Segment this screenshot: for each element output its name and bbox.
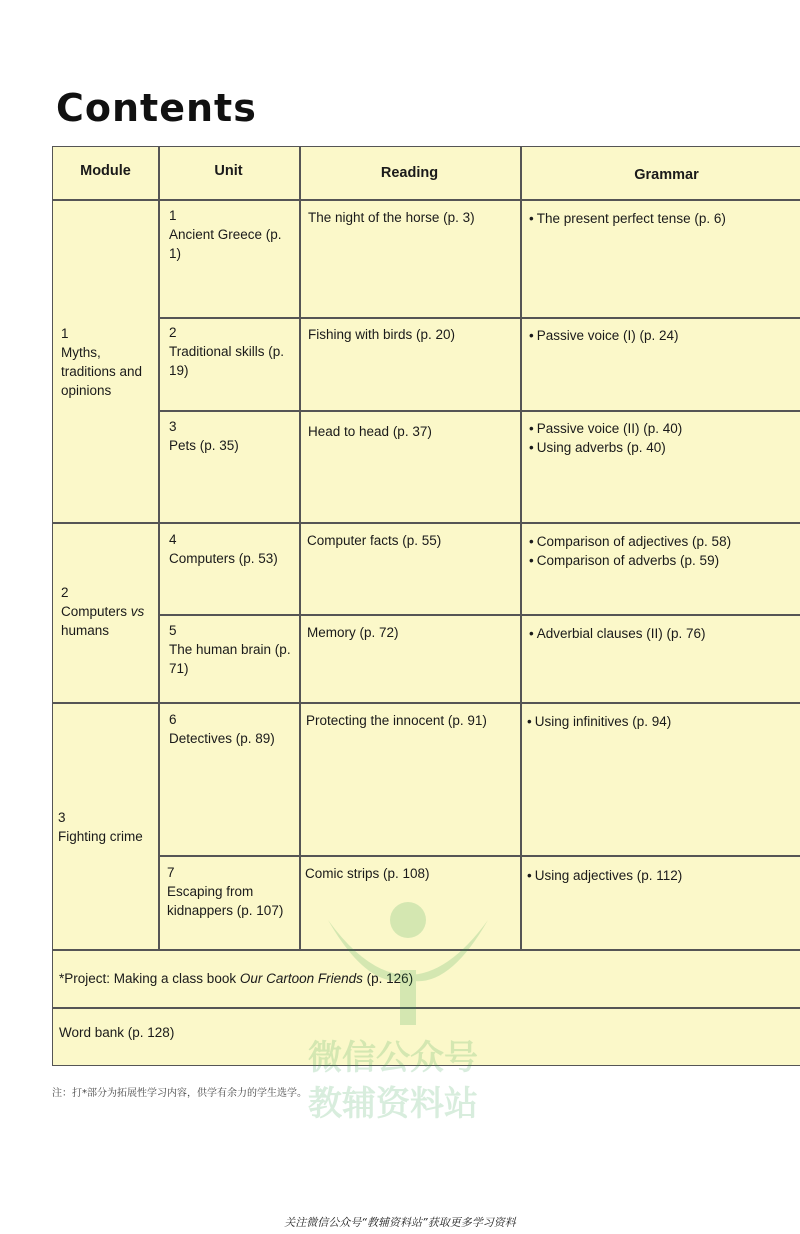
page-footer: 关注微信公众号“教辅资料站”获取更多学习资料	[284, 1216, 516, 1229]
module-name: Fighting crime	[58, 829, 143, 844]
module-number: 1	[61, 326, 69, 341]
header-module: Module	[80, 163, 131, 179]
word-bank-row: Word bank (p. 128)	[59, 1025, 175, 1040]
module-name: Computers vs humans	[61, 604, 145, 638]
column-divider-3	[520, 147, 522, 949]
grammar-item: • Adverbial clauses (II) (p. 76)	[529, 624, 800, 643]
grammar-unit-7	[527, 866, 800, 885]
grammar-unit-6	[527, 712, 800, 731]
unit-name: Traditional skills (p. 19)	[169, 344, 285, 378]
column-divider-1	[158, 147, 160, 949]
unit-number: 5	[169, 623, 177, 638]
grammar-unit-3	[529, 419, 800, 457]
module-number: 3	[58, 810, 66, 825]
unit-number: 3	[169, 419, 177, 434]
reading-unit-6: Protecting the innocent (p. 91)	[306, 713, 487, 728]
unit-name: Ancient Greece (p. 1)	[169, 227, 282, 261]
module-number: 2	[61, 585, 69, 600]
unit-name: Escaping from kidnappers (p. 107)	[167, 884, 284, 918]
row-divider-u2	[158, 410, 800, 412]
page-title: Contents	[56, 86, 257, 130]
unit-number: 4	[169, 532, 177, 547]
unit-number: 1	[169, 208, 177, 223]
unit-name: Computers (p. 53)	[169, 551, 278, 566]
grammar-item: • Comparison of adjectives (p. 58)	[529, 532, 800, 551]
reading-unit-1: The night of the horse (p. 3)	[308, 210, 475, 225]
grammar-item: • Passive voice (I) (p. 24)	[529, 326, 800, 345]
reading-unit-2: Fishing with birds (p. 20)	[308, 327, 456, 342]
header-divider	[53, 199, 800, 201]
column-divider-2	[299, 147, 301, 949]
grammar-unit-2	[529, 326, 800, 345]
unit-6	[169, 710, 293, 748]
unit-3	[169, 417, 293, 455]
grammar-item: • The present perfect tense (p. 6)	[529, 209, 800, 228]
grammar-item: • Using adjectives (p. 112)	[527, 866, 800, 885]
grammar-unit-5	[529, 624, 800, 643]
unit-name: Pets (p. 35)	[169, 438, 239, 453]
grammar-item: • Passive voice (II) (p. 40)	[529, 419, 800, 438]
module-3	[58, 808, 154, 846]
reading-unit-4: Computer facts (p. 55)	[307, 533, 442, 548]
unit-4	[169, 530, 293, 568]
reading-unit-3: Head to head (p. 37)	[308, 424, 432, 439]
header-reading: Reading	[380, 165, 439, 181]
wordbank-divider	[53, 1007, 800, 1009]
unit-number: 7	[167, 865, 175, 880]
project-row: *Project: Making a class book Our Cartoon Friends (p. 126)	[59, 971, 414, 986]
unit-name: The human brain (p. 71)	[169, 642, 291, 676]
module-name: Myths, traditions and opinions	[61, 345, 143, 398]
watermark-line2: 教辅资料站	[308, 1084, 478, 1124]
reading-unit-7: Comic strips (p. 108)	[305, 866, 430, 881]
unit-2	[169, 323, 293, 380]
module-divider-1	[53, 522, 800, 524]
grammar-unit-4	[529, 532, 800, 570]
unit-7	[167, 863, 295, 920]
row-divider-u4	[158, 614, 800, 616]
module-2	[61, 583, 153, 640]
module-divider-2	[53, 702, 800, 704]
unit-name: Detectives (p. 89)	[169, 731, 275, 746]
row-divider-u6	[158, 855, 800, 857]
header-grammar: Grammar	[634, 167, 699, 183]
module-1	[61, 324, 153, 400]
grammar-item: • Using adverbs (p. 40)	[529, 438, 800, 457]
footnote: 注：打*部分为拓展性学习内容，供学有余力的学生选学。	[52, 1088, 307, 1099]
grammar-unit-1	[529, 209, 800, 228]
row-divider-u1	[158, 317, 800, 319]
grammar-item: • Using infinitives (p. 94)	[527, 712, 800, 731]
grammar-item: • Comparison of adverbs (p. 59)	[529, 551, 800, 570]
unit-1	[169, 206, 293, 263]
unit-number: 2	[169, 325, 177, 340]
project-divider	[53, 949, 800, 951]
header-unit: Unit	[214, 163, 243, 179]
contents-table	[52, 146, 800, 1066]
unit-5	[169, 621, 293, 678]
reading-unit-5: Memory (p. 72)	[307, 625, 399, 640]
unit-number: 6	[169, 712, 177, 727]
